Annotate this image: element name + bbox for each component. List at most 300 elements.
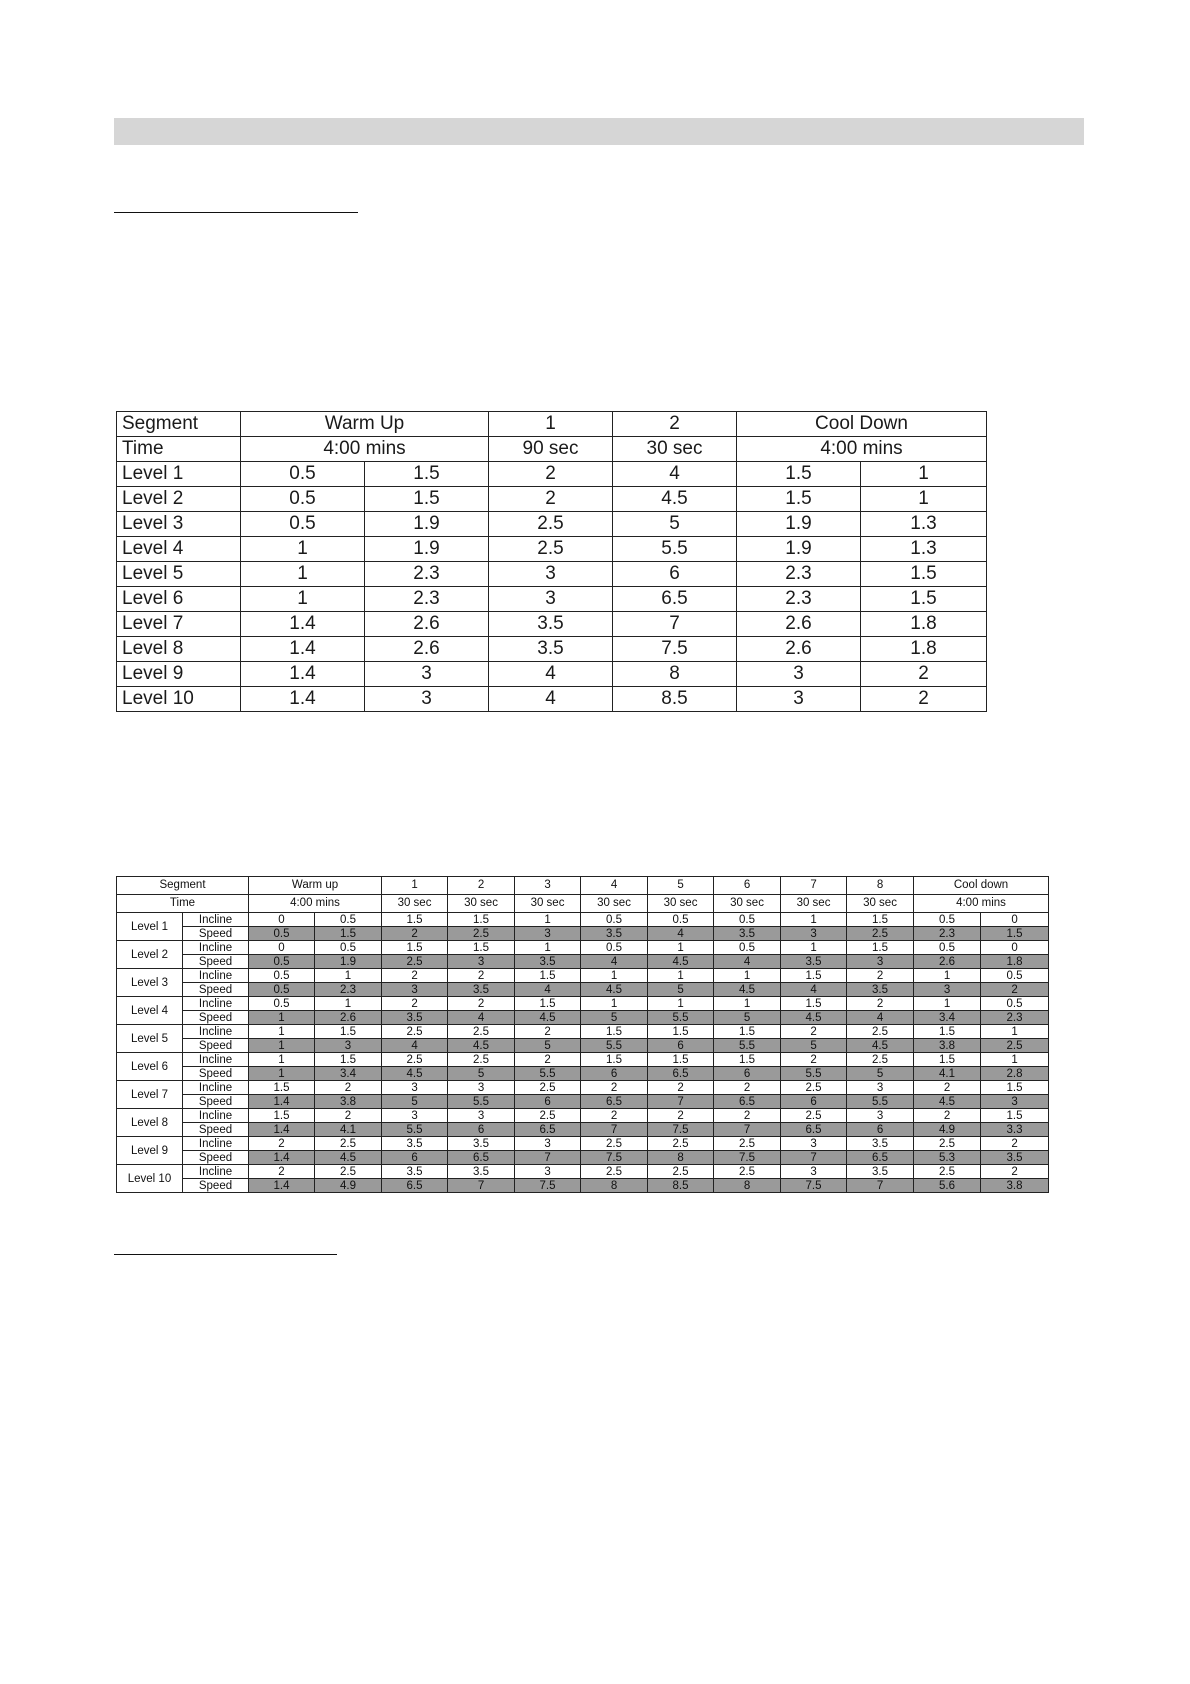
incline-label: Incline	[183, 1137, 249, 1151]
cool-down-time: 4:00 mins	[914, 895, 1049, 913]
speed-value: 4.5	[515, 1011, 581, 1025]
speed-value: 2.5	[981, 1039, 1049, 1053]
level-row	[117, 562, 987, 587]
level-label: Level 9	[117, 662, 241, 687]
incline-value: 1	[714, 969, 781, 983]
segment-4-header: 4	[581, 877, 648, 895]
level-value: 1.9	[737, 512, 861, 537]
incline-value: 2.5	[581, 1137, 648, 1151]
incline-row	[117, 913, 1049, 927]
level-label: Level 7	[117, 1081, 183, 1109]
speed-value: 3.4	[315, 1067, 382, 1081]
level-row	[117, 662, 987, 687]
level-value: 1.5	[365, 487, 489, 512]
incline-value: 2	[981, 1137, 1049, 1151]
speed-value: 6.5	[714, 1095, 781, 1109]
segment-2-header: 2	[613, 412, 737, 437]
incline-row	[117, 1109, 1049, 1123]
speed-label: Speed	[183, 955, 249, 969]
speed-label: Speed	[183, 1179, 249, 1193]
time-row	[117, 895, 1049, 913]
speed-value: 7.5	[515, 1179, 581, 1193]
level-label: Level 8	[117, 637, 241, 662]
speed-value: 4	[581, 955, 648, 969]
incline-label: Incline	[183, 1109, 249, 1123]
speed-value: 3	[382, 983, 448, 997]
speed-value: 3.8	[914, 1039, 981, 1053]
segment-2-time: 30 sec	[613, 437, 737, 462]
incline-value: 1.5	[781, 997, 847, 1011]
incline-value: 1	[249, 1025, 315, 1039]
level-value: 2.5	[489, 537, 613, 562]
incline-value: 1.5	[914, 1025, 981, 1039]
incline-value: 1.5	[515, 997, 581, 1011]
incline-value: 1	[914, 969, 981, 983]
incline-value: 2	[781, 1053, 847, 1067]
segment-3-time: 30 sec	[515, 895, 581, 913]
speed-row	[117, 1123, 1049, 1137]
heading-underline	[114, 1254, 337, 1255]
speed-value: 6	[648, 1039, 714, 1053]
incline-value: 0.5	[249, 969, 315, 983]
level-value: 0.5	[241, 462, 365, 487]
segment-label: Segment	[117, 412, 241, 437]
speed-value: 1.4	[249, 1123, 315, 1137]
incline-value: 2	[981, 1165, 1049, 1179]
incline-value: 2	[781, 1025, 847, 1039]
segment-2-time: 30 sec	[448, 895, 515, 913]
incline-value: 2.5	[382, 1025, 448, 1039]
speed-value: 6.5	[515, 1123, 581, 1137]
speed-row	[117, 1151, 1049, 1165]
incline-value: 1.5	[448, 941, 515, 955]
incline-value: 1	[714, 997, 781, 1011]
heading-underline	[114, 212, 358, 213]
incline-value: 2.5	[581, 1165, 648, 1179]
speed-value: 2.3	[315, 983, 382, 997]
incline-value: 1.5	[714, 1025, 781, 1039]
speed-value: 4.5	[315, 1151, 382, 1165]
incline-value: 1	[648, 997, 714, 1011]
level-value: 6.5	[613, 587, 737, 612]
level-label: Level 10	[117, 687, 241, 712]
speed-value: 4.5	[781, 1011, 847, 1025]
speed-value: 5.5	[648, 1011, 714, 1025]
speed-value: 5.6	[914, 1179, 981, 1193]
segment-6-time: 30 sec	[714, 895, 781, 913]
speed-value: 2	[981, 983, 1049, 997]
speed-value: 5.5	[781, 1067, 847, 1081]
speed-row	[117, 1095, 1049, 1109]
incline-value: 1	[648, 969, 714, 983]
incline-value: 1	[515, 913, 581, 927]
speed-value: 3	[981, 1095, 1049, 1109]
level-value: 2.6	[365, 637, 489, 662]
segment-7-time: 30 sec	[781, 895, 847, 913]
level-value: 3	[489, 562, 613, 587]
speed-value: 2.6	[315, 1011, 382, 1025]
segment-1-time: 30 sec	[382, 895, 448, 913]
speed-value: 6.5	[581, 1095, 648, 1109]
speed-value: 3.5	[515, 955, 581, 969]
incline-value: 0	[249, 941, 315, 955]
time-label: Time	[117, 895, 249, 913]
incline-value: 1	[581, 969, 648, 983]
level-value: 1	[861, 487, 987, 512]
level-value: 7.5	[613, 637, 737, 662]
incline-value: 3.5	[847, 1137, 914, 1151]
speed-value: 5.5	[847, 1095, 914, 1109]
incline-value: 3	[448, 1081, 515, 1095]
speed-value: 7.5	[581, 1151, 648, 1165]
level-row	[117, 512, 987, 537]
level-label: Level 4	[117, 997, 183, 1025]
incline-value: 1.5	[448, 913, 515, 927]
segment-7-header: 7	[781, 877, 847, 895]
level-value: 1.4	[241, 612, 365, 637]
level-label: Level 4	[117, 537, 241, 562]
speed-value: 6.5	[382, 1179, 448, 1193]
speed-value: 1	[249, 1011, 315, 1025]
level-value: 2.5	[489, 512, 613, 537]
speed-value: 4.1	[315, 1123, 382, 1137]
speed-value: 3.5	[981, 1151, 1049, 1165]
speed-value: 5	[648, 983, 714, 997]
incline-value: 2	[648, 1081, 714, 1095]
level-value: 2.3	[737, 562, 861, 587]
speed-value: 3	[515, 927, 581, 941]
level-value: 5.5	[613, 537, 737, 562]
incline-value: 2	[315, 1081, 382, 1095]
level-label: Level 6	[117, 587, 241, 612]
level-value: 2	[861, 687, 987, 712]
incline-value: 2.5	[448, 1025, 515, 1039]
level-label: Level 5	[117, 1025, 183, 1053]
level-value: 1.5	[861, 587, 987, 612]
speed-value: 3.3	[981, 1123, 1049, 1137]
incline-value: 2.5	[781, 1109, 847, 1123]
incline-value: 1.5	[847, 913, 914, 927]
segment-8-header: 8	[847, 877, 914, 895]
level-value: 3	[737, 662, 861, 687]
incline-value: 0.5	[315, 913, 382, 927]
incline-value: 3	[847, 1081, 914, 1095]
speed-value: 4.5	[914, 1095, 981, 1109]
speed-value: 6	[714, 1067, 781, 1081]
speed-value: 2	[382, 927, 448, 941]
speed-value: 5	[581, 1011, 648, 1025]
level-row	[117, 687, 987, 712]
speed-value: 3.4	[914, 1011, 981, 1025]
speed-value: 3	[315, 1039, 382, 1053]
speed-value: 7	[847, 1179, 914, 1193]
cool-down-header: Cool Down	[737, 412, 987, 437]
incline-row	[117, 969, 1049, 983]
level-value: 1.4	[241, 662, 365, 687]
incline-value: 0.5	[581, 941, 648, 955]
level-value: 3	[365, 687, 489, 712]
incline-value: 3	[781, 1165, 847, 1179]
incline-value: 2.5	[847, 1053, 914, 1067]
speed-value: 1.5	[981, 927, 1049, 941]
incline-value: 3.5	[448, 1137, 515, 1151]
level-value: 1	[861, 462, 987, 487]
speed-value: 4.5	[448, 1039, 515, 1053]
incline-value: 2.5	[914, 1165, 981, 1179]
level-label: Level 2	[117, 941, 183, 969]
segment-8-time: 30 sec	[847, 895, 914, 913]
speed-value: 8	[581, 1179, 648, 1193]
incline-value: 2	[914, 1081, 981, 1095]
speed-value: 2.5	[847, 927, 914, 941]
segment-row	[117, 877, 1049, 895]
incline-value: 2	[315, 1109, 382, 1123]
speed-label: Speed	[183, 983, 249, 997]
incline-value: 1	[315, 969, 382, 983]
speed-value: 7	[781, 1151, 847, 1165]
incline-value: 2	[714, 1081, 781, 1095]
level-value: 1.4	[241, 637, 365, 662]
segment-6-header: 6	[714, 877, 781, 895]
speed-value: 7	[581, 1123, 648, 1137]
segment-3-header: 3	[515, 877, 581, 895]
speed-value: 3	[847, 955, 914, 969]
incline-value: 3.5	[448, 1165, 515, 1179]
incline-value: 2	[382, 969, 448, 983]
level-value: 1.5	[737, 487, 861, 512]
speed-value: 5	[781, 1039, 847, 1053]
incline-label: Incline	[183, 969, 249, 983]
speed-value: 4	[714, 955, 781, 969]
incline-label: Incline	[183, 1053, 249, 1067]
warm-up-header: Warm up	[249, 877, 382, 895]
speed-value: 3.5	[714, 927, 781, 941]
level-value: 1	[241, 537, 365, 562]
level-value: 0.5	[241, 487, 365, 512]
incline-value: 0.5	[914, 941, 981, 955]
incline-row	[117, 997, 1049, 1011]
incline-value: 1.5	[648, 1053, 714, 1067]
incline-value: 2	[914, 1109, 981, 1123]
speed-value: 2.5	[382, 955, 448, 969]
level-row	[117, 487, 987, 512]
incline-value: 1.5	[981, 1109, 1049, 1123]
level-value: 4.5	[613, 487, 737, 512]
level-value: 3	[737, 687, 861, 712]
segment-4-time: 30 sec	[581, 895, 648, 913]
incline-value: 1.5	[847, 941, 914, 955]
speed-value: 3	[781, 927, 847, 941]
speed-label: Speed	[183, 1095, 249, 1109]
level-value: 1.8	[861, 637, 987, 662]
level-value: 2	[489, 462, 613, 487]
level-row	[117, 462, 987, 487]
incline-value: 0.5	[714, 913, 781, 927]
speed-value: 6.5	[847, 1151, 914, 1165]
speed-row	[117, 927, 1049, 941]
speed-row	[117, 1179, 1049, 1193]
speed-value: 6	[847, 1123, 914, 1137]
speed-value: 6	[448, 1123, 515, 1137]
incline-value: 2	[382, 997, 448, 1011]
speed-value: 3.5	[581, 927, 648, 941]
speed-value: 6.5	[781, 1123, 847, 1137]
level-label: Level 1	[117, 462, 241, 487]
incline-value: 1.5	[714, 1053, 781, 1067]
incline-value: 0.5	[914, 913, 981, 927]
speed-value: 4	[648, 927, 714, 941]
warm-up-header: Warm Up	[241, 412, 489, 437]
cool-down-time: 4:00 mins	[737, 437, 987, 462]
segment-2-header: 2	[448, 877, 515, 895]
incline-value: 2.5	[914, 1137, 981, 1151]
incline-value: 1	[515, 941, 581, 955]
speed-value: 5	[714, 1011, 781, 1025]
level-label: Level 2	[117, 487, 241, 512]
level-value: 2	[861, 662, 987, 687]
level-value: 5	[613, 512, 737, 537]
speed-value: 5.5	[515, 1067, 581, 1081]
speed-label: Speed	[183, 1123, 249, 1137]
incline-value: 2	[448, 997, 515, 1011]
incline-value: 2.5	[648, 1137, 714, 1151]
speed-value: 2.6	[914, 955, 981, 969]
incline-value: 2	[515, 1053, 581, 1067]
speed-value: 3.5	[781, 955, 847, 969]
incline-value: 2	[847, 997, 914, 1011]
speed-value: 7	[714, 1123, 781, 1137]
speed-value: 6	[382, 1151, 448, 1165]
level-value: 0.5	[241, 512, 365, 537]
speed-value: 4.5	[714, 983, 781, 997]
level-value: 1.3	[861, 537, 987, 562]
level-value: 2.3	[365, 562, 489, 587]
speed-value: 5.5	[581, 1039, 648, 1053]
level-row	[117, 612, 987, 637]
speed-label: Speed	[183, 1039, 249, 1053]
level-value: 2.6	[737, 612, 861, 637]
incline-value: 3.5	[382, 1165, 448, 1179]
incline-value: 1	[981, 1025, 1049, 1039]
speed-value: 5	[515, 1039, 581, 1053]
incline-label: Incline	[183, 997, 249, 1011]
level-value: 1.5	[861, 562, 987, 587]
incline-value: 2.5	[781, 1081, 847, 1095]
level-value: 4	[489, 687, 613, 712]
segment-5-header: 5	[648, 877, 714, 895]
incline-label: Incline	[183, 941, 249, 955]
speed-value: 1.5	[315, 927, 382, 941]
speed-row	[117, 955, 1049, 969]
speed-label: Speed	[183, 1011, 249, 1025]
incline-value: 1.5	[581, 1053, 648, 1067]
speed-value: 2.3	[914, 927, 981, 941]
incline-value: 2	[448, 969, 515, 983]
incline-row	[117, 1081, 1049, 1095]
incline-value: 1.5	[648, 1025, 714, 1039]
speed-value: 5.5	[382, 1123, 448, 1137]
level-program-table	[116, 411, 987, 712]
speed-label: Speed	[183, 927, 249, 941]
speed-value: 5.5	[714, 1039, 781, 1053]
speed-value: 4.5	[648, 955, 714, 969]
level-value: 1.9	[365, 512, 489, 537]
speed-value: 6.5	[648, 1067, 714, 1081]
incline-value: 2.5	[714, 1165, 781, 1179]
incline-value: 1	[981, 1053, 1049, 1067]
incline-value: 2	[581, 1109, 648, 1123]
level-value: 8	[613, 662, 737, 687]
level-value: 1.5	[737, 462, 861, 487]
segment-1-header: 1	[382, 877, 448, 895]
incline-value: 2.5	[648, 1165, 714, 1179]
speed-value: 7.5	[714, 1151, 781, 1165]
incline-label: Incline	[183, 913, 249, 927]
speed-value: 3.8	[315, 1095, 382, 1109]
incline-value: 2.5	[714, 1137, 781, 1151]
level-value: 2.6	[737, 637, 861, 662]
incline-value: 3	[382, 1081, 448, 1095]
speed-value: 5.5	[448, 1095, 515, 1109]
level-label: Level 6	[117, 1053, 183, 1081]
incline-value: 1.5	[315, 1053, 382, 1067]
incline-value: 3	[515, 1165, 581, 1179]
incline-value: 2	[515, 1025, 581, 1039]
speed-value: 6	[581, 1067, 648, 1081]
time-row	[117, 437, 987, 462]
speed-value: 8	[648, 1151, 714, 1165]
incline-row	[117, 1025, 1049, 1039]
incline-value: 0.5	[249, 997, 315, 1011]
speed-value: 1.4	[249, 1179, 315, 1193]
incline-value: 0	[981, 941, 1049, 955]
speed-value: 3.5	[448, 983, 515, 997]
speed-value: 5.3	[914, 1151, 981, 1165]
speed-value: 4.5	[847, 1039, 914, 1053]
speed-value: 2.3	[981, 1011, 1049, 1025]
incline-value: 1	[249, 1053, 315, 1067]
speed-value: 1.4	[249, 1151, 315, 1165]
speed-value: 1.9	[315, 955, 382, 969]
speed-value: 3.5	[847, 983, 914, 997]
level-value: 4	[489, 662, 613, 687]
cool-down-header: Cool down	[914, 877, 1049, 895]
speed-value: 4.1	[914, 1067, 981, 1081]
segment-1-header: 1	[489, 412, 613, 437]
segment-1-time: 90 sec	[489, 437, 613, 462]
speed-value: 0.5	[249, 983, 315, 997]
speed-value: 4	[781, 983, 847, 997]
speed-value: 3	[448, 955, 515, 969]
speed-value: 3	[914, 983, 981, 997]
incline-value: 0.5	[714, 941, 781, 955]
level-value: 2.3	[737, 587, 861, 612]
speed-row	[117, 1067, 1049, 1081]
incline-value: 0.5	[581, 913, 648, 927]
incline-value: 3	[847, 1109, 914, 1123]
speed-value: 3.8	[981, 1179, 1049, 1193]
level-value: 2	[489, 487, 613, 512]
incline-value: 0	[981, 913, 1049, 927]
incline-value: 2.5	[515, 1081, 581, 1095]
incline-value: 3.5	[847, 1165, 914, 1179]
level-value: 1.9	[365, 537, 489, 562]
level-label: Level 10	[117, 1165, 183, 1193]
incline-value: 1.5	[781, 969, 847, 983]
incline-value: 0.5	[981, 969, 1049, 983]
incline-value: 1.5	[914, 1053, 981, 1067]
level-value: 1.9	[737, 537, 861, 562]
